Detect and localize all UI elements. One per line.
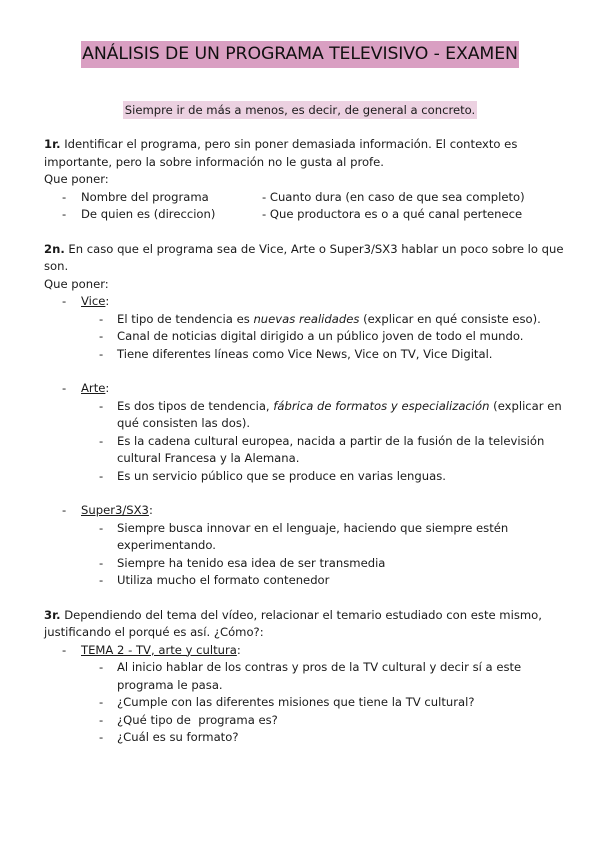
section-1-que-poner: Que poner: [44,172,109,186]
arte-item-3: - Es un servicio público que se produce en varias lenguas. [44,468,564,486]
super3-item-2: - Siempre ha tenido esa idea de ser transmedia [44,555,564,573]
arte-item-1: - Es dos tipos de tendencia, fábrica de formatos y especialización (explicar en qué consisten las dos). [44,398,564,433]
section-2-number: 2n. [44,241,65,256]
section-3-text: Dependiendo del tema del vídeo, relacionar el temario estudiado con este mismo, justificando el porqué es así. ¿Cómo?: [44,607,542,639]
super3-item-3: - Utiliza mucho el formato contenedor [44,572,564,590]
section-1-text: Identificar el programa, pero sin poner demasiada información. El contexto es importante, pero la sobre información no le gusta al profe. [44,137,518,169]
section-3-intro [44,607,564,642]
section-1-item-productora: - Que productora es o a qué canal pertenece [262,207,523,221]
section-2-intro [44,241,564,276]
subtitle-container [0,101,600,120]
tema-label: TEMA 2 - TV, arte y cultura [81,642,237,657]
section-1-item-direccion: - De quien es (direccion) [81,207,216,221]
section-2-que-poner: Que poner: [44,276,109,291]
page-subtitle: Siempre ir de más a menos, es decir, de general a concreto. [124,103,476,117]
arte-item-2: - Es la cadena cultural europea, nacida a partir de la fusión de la televisión cultural Francesa y la Alemana. [44,433,564,468]
tema-item-1: - Al inicio hablar de los contras y pros de la TV cultural y decir sí a este programa le pasa. [44,659,564,694]
section-1-item-duracion: - Cuanto dura (en caso de que sea completo) [262,189,525,204]
arte-label: Arte [81,381,106,395]
vice-item-2: - Canal de noticias digital dirigido a un público joven de todo el mundo. [44,328,564,346]
section-1-item-nombre: - Nombre del programa [81,189,209,204]
tema-item-3: - ¿Qué tipo de programa es? [44,712,564,730]
vice-item-1: - El tipo de tendencia es nuevas realidades (explicar en qué consiste eso). [44,311,564,329]
page-title: ANÁLISIS DE UN PROGRAMA TELEVISIVO - EXAMEN [81,41,519,68]
section-3-number: 3r. [44,607,61,622]
section-2-text: En caso que el programa sea de Vice, Arte o Super3/SX3 hablar un poco sobre lo que son. [44,241,564,273]
vice-label: Vice [81,294,106,308]
section-1-row-1 [44,189,564,207]
super3-heading: - Super3/SX3: [44,502,564,520]
super3-item-1: - Siempre busca innovar en el lenguaje, haciendo que siempre estén experimentando. [44,520,564,555]
tema-heading: - TEMA 2 - TV, arte y cultura: [44,642,564,660]
super3-label: Super3/SX3 [81,503,149,517]
document-body [44,136,564,747]
vice-item-3: - Tiene diferentes líneas como Vice News, Vice on TV, Vice Digital. [44,346,564,364]
arte-heading: - Arte: [44,380,564,398]
title-container [0,41,600,68]
tema-item-4: - ¿Cuál es su formato? [44,729,564,747]
section-1-row-2 [44,206,564,224]
vice-heading: - Vice: [44,293,564,311]
section-1-number: 1r. [44,137,61,151]
section-1-intro [44,136,564,171]
tema-item-2: - ¿Cumple con las diferentes misiones que tiene la TV cultural? [44,694,564,712]
